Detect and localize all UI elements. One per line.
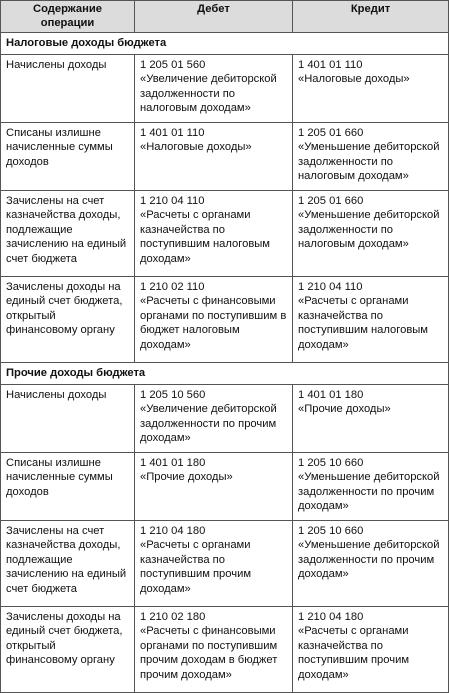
operation-cell: Зачислены доходы на единый счет бюджета, открытый финансовому органу: [1, 607, 135, 693]
operation-cell: Зачислены на счет казначейства доходы, подлежащие зачислению на единый счет бюджета: [1, 521, 135, 607]
debit-account-code: 1 401 01 110: [140, 127, 205, 139]
debit-account-code: 1 205 01 560: [140, 59, 206, 71]
credit-account-description: «Прочие доходы»: [298, 403, 391, 416]
table-row: [1, 607, 449, 693]
credit-cell: [293, 191, 449, 277]
table-row: [1, 453, 449, 521]
debit-cell: [135, 123, 293, 191]
credit-cell: [293, 123, 449, 191]
credit-cell: [293, 55, 449, 123]
credit-account-description: «Уменьшение дебиторской задолженности по налоговым доходам»: [298, 209, 440, 251]
credit-account-code: 1 205 01 660: [298, 127, 364, 139]
debit-cell: [135, 453, 293, 521]
operation-cell: Начислены доходы: [1, 55, 135, 123]
debit-account-description: «Налоговые доходы»: [140, 141, 252, 154]
debit-cell: [135, 55, 293, 123]
section-title: Прочие доходы бюджета: [1, 363, 449, 385]
debit-cell: [135, 607, 293, 693]
operation-cell: Зачислены на счет казначейства доходы, подлежащие зачислению на единый счет бюджета: [1, 191, 135, 277]
operation-cell: Начислены доходы: [1, 385, 135, 453]
debit-account-code: 1 210 02 110: [140, 281, 205, 293]
credit-account-description: «Уменьшение дебиторской задолженности по налоговым доходам»: [298, 141, 440, 183]
table-row: [1, 385, 449, 453]
credit-account-code: 1 205 01 660: [298, 195, 364, 207]
table-row: [1, 191, 449, 277]
credit-cell: [293, 607, 449, 693]
credit-account-code: 1 205 10 660: [298, 457, 364, 469]
header-operation: Содержание операции: [1, 1, 135, 33]
credit-account-description: «Расчеты с органами казначейства по поступившим прочим доходам»: [298, 625, 410, 681]
table-row: [1, 521, 449, 607]
header-credit: Кредит: [293, 1, 449, 33]
debit-cell: [135, 191, 293, 277]
debit-account-description: «Расчеты с финансовыми органами по поступившим прочим доходам в бюджет прочим доходам»: [140, 625, 278, 681]
section-header-row: [1, 33, 449, 55]
header-row: [1, 1, 449, 33]
table-header: [1, 1, 449, 33]
section-header-row: [1, 363, 449, 385]
debit-account-description: «Расчеты с финансовыми органами по поступившим в бюджет налоговым доходам»: [140, 295, 287, 351]
debit-account-code: 1 205 10 560: [140, 389, 206, 401]
debit-account-description: «Увеличение дебиторской задолженности по прочим доходам»: [140, 403, 277, 445]
credit-account-description: «Налоговые доходы»: [298, 73, 410, 86]
credit-cell: [293, 277, 449, 363]
credit-account-description: «Уменьшение дебиторской задолженности по прочим доходам»: [298, 539, 440, 581]
credit-cell: [293, 453, 449, 521]
credit-cell: [293, 521, 449, 607]
credit-account-code: 1 205 10 660: [298, 525, 364, 537]
debit-cell: [135, 385, 293, 453]
credit-account-description: «Уменьшение дебиторской задолженности по прочим доходам»: [298, 471, 440, 513]
credit-account-description: «Расчеты с органами казначейства по поступившим налоговым доходам»: [298, 295, 429, 351]
table-row: [1, 277, 449, 363]
section-title: Налоговые доходы бюджета: [1, 33, 449, 55]
credit-account-code: 1 401 01 110: [298, 59, 363, 71]
debit-account-description: «Увеличение дебиторской задолженности по налоговым доходам»: [140, 73, 277, 115]
table-row: [1, 55, 449, 123]
debit-account-description: «Прочие доходы»: [140, 471, 233, 484]
credit-cell: [293, 385, 449, 453]
debit-cell: [135, 277, 293, 363]
debit-account-code: 1 401 01 180: [140, 457, 206, 469]
operation-cell: Зачислены доходы на единый счет бюджета, открытый финансовому органу: [1, 277, 135, 363]
table-body: [1, 33, 449, 693]
credit-account-code: 1 401 01 180: [298, 389, 364, 401]
table-row: [1, 123, 449, 191]
header-debit: Дебет: [135, 1, 293, 33]
operation-cell: Списаны излишне начисленные суммы доходов: [1, 453, 135, 521]
debit-account-code: 1 210 02 180: [140, 611, 206, 623]
debit-cell: [135, 521, 293, 607]
debit-account-description: «Расчеты с органами казначейства по поступившим налоговым доходам»: [140, 209, 271, 265]
operation-cell: Списаны излишне начисленные суммы доходов: [1, 123, 135, 191]
credit-account-code: 1 210 04 180: [298, 611, 364, 623]
credit-account-code: 1 210 04 110: [298, 281, 363, 293]
debit-account-code: 1 210 04 110: [140, 195, 205, 207]
debit-account-description: «Расчеты с органами казначейства по поступившим прочим доходам»: [140, 539, 252, 595]
debit-account-code: 1 210 04 180: [140, 525, 206, 537]
